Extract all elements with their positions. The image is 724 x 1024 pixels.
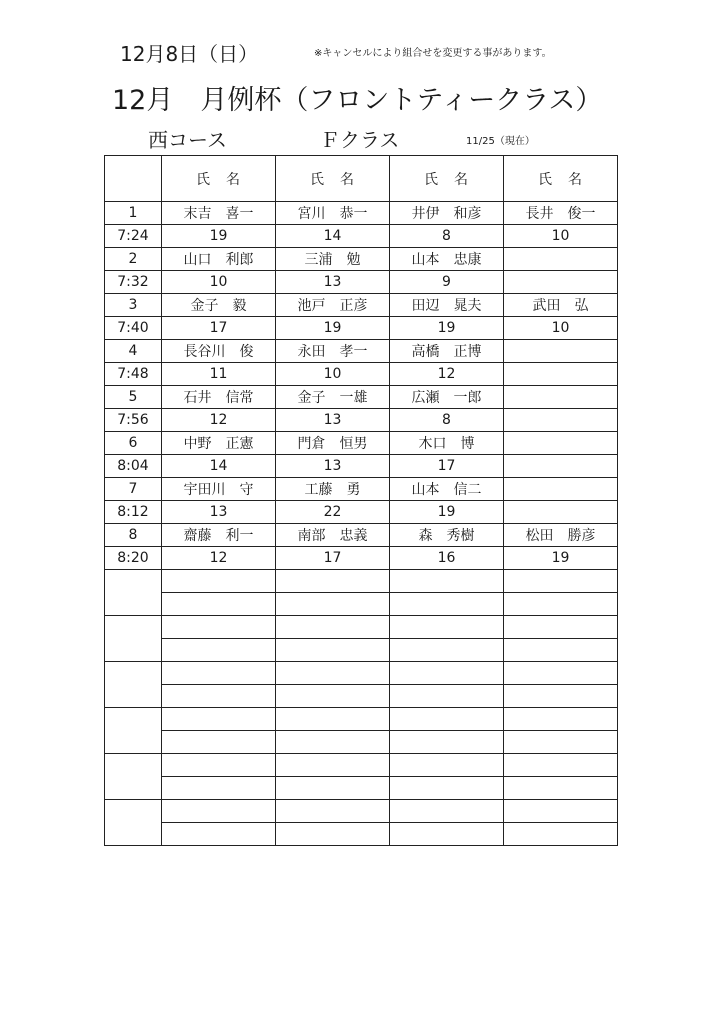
tee-time: 7:32 <box>105 271 162 294</box>
player-handicap: 9 <box>390 271 504 294</box>
tee-time: 8:12 <box>105 501 162 524</box>
group-name-row <box>105 248 618 271</box>
tee-time: 8:20 <box>105 547 162 570</box>
player-handicap: 19 <box>390 501 504 524</box>
empty-cell <box>276 823 390 846</box>
empty-cell <box>504 731 618 754</box>
player-name: 門倉 恒男 <box>276 432 390 455</box>
player-handicap: 19 <box>276 317 390 340</box>
empty-cell <box>276 593 390 616</box>
player-name: 木口 博 <box>390 432 504 455</box>
empty-cell <box>162 639 276 662</box>
group-name-row <box>105 386 618 409</box>
group-handicap-row <box>105 501 618 524</box>
group-name-row <box>105 432 618 455</box>
empty-cell <box>504 639 618 662</box>
group-number: 1 <box>105 202 162 225</box>
empty-row <box>105 685 618 708</box>
empty-cell <box>390 731 504 754</box>
player-handicap: 17 <box>390 455 504 478</box>
empty-row <box>105 754 618 777</box>
empty-cell <box>504 685 618 708</box>
class-name: Ｆクラス <box>320 128 400 152</box>
player-handicap: 12 <box>162 409 276 432</box>
empty-cell <box>504 754 618 777</box>
tee-time: 7:56 <box>105 409 162 432</box>
player-name: 南部 忠義 <box>276 524 390 547</box>
player-handicap: 13 <box>162 501 276 524</box>
player-handicap: 10 <box>276 363 390 386</box>
player-name <box>504 432 618 455</box>
player-name: 田辺 晁夫 <box>390 294 504 317</box>
empty-cell <box>276 616 390 639</box>
empty-cell <box>276 731 390 754</box>
player-handicap: 17 <box>276 547 390 570</box>
empty-cell <box>390 639 504 662</box>
cancellation-note: ※キャンセルにより組合せを変更する事があります。 <box>314 48 552 59</box>
empty-row <box>105 639 618 662</box>
empty-cell <box>504 823 618 846</box>
player-name: 石井 信常 <box>162 386 276 409</box>
group-number: 8 <box>105 524 162 547</box>
player-handicap: 10 <box>504 317 618 340</box>
empty-cell <box>390 685 504 708</box>
empty-cell <box>162 823 276 846</box>
player-name: 金子 毅 <box>162 294 276 317</box>
player-handicap: 19 <box>504 547 618 570</box>
empty-row <box>105 823 618 846</box>
empty-cell <box>504 662 618 685</box>
empty-cell <box>504 593 618 616</box>
empty-cell <box>390 754 504 777</box>
player-handicap: 13 <box>276 409 390 432</box>
group-handicap-row <box>105 271 618 294</box>
tee-time: 7:48 <box>105 363 162 386</box>
empty-cell <box>162 731 276 754</box>
group-number: 6 <box>105 432 162 455</box>
empty-cell <box>162 777 276 800</box>
empty-cell <box>276 639 390 662</box>
tee-time: 7:24 <box>105 225 162 248</box>
player-handicap: 10 <box>162 271 276 294</box>
group-name-row <box>105 478 618 501</box>
player-handicap: 13 <box>276 271 390 294</box>
player-handicap: 14 <box>162 455 276 478</box>
group-number: 5 <box>105 386 162 409</box>
empty-cell <box>162 685 276 708</box>
empty-cell <box>162 662 276 685</box>
player-name: 山口 利郎 <box>162 248 276 271</box>
player-handicap: 22 <box>276 501 390 524</box>
header-row <box>105 156 618 202</box>
empty-row <box>105 593 618 616</box>
group-number: 7 <box>105 478 162 501</box>
empty-cell <box>390 823 504 846</box>
player-handicap: 10 <box>504 225 618 248</box>
group-number: 3 <box>105 294 162 317</box>
course-name: 西コース <box>148 128 227 152</box>
page-title: 12月 月例杯（フロントティークラス） <box>112 85 603 116</box>
player-handicap <box>504 271 618 294</box>
player-name: 中野 正憲 <box>162 432 276 455</box>
empty-cell <box>390 708 504 731</box>
empty-cell <box>504 616 618 639</box>
player-name: 末吉 喜一 <box>162 202 276 225</box>
player-handicap: 8 <box>390 409 504 432</box>
empty-group-cell <box>105 662 162 708</box>
header-cell: 氏 名 <box>390 156 504 202</box>
empty-cell <box>162 616 276 639</box>
empty-cell <box>504 708 618 731</box>
empty-cell <box>390 662 504 685</box>
header-cell <box>105 156 162 202</box>
empty-cell <box>504 800 618 823</box>
player-name: 宮川 恭一 <box>276 202 390 225</box>
group-name-row <box>105 294 618 317</box>
player-name: 松田 勝彦 <box>504 524 618 547</box>
player-name: 井伊 和彦 <box>390 202 504 225</box>
player-handicap: 14 <box>276 225 390 248</box>
player-handicap: 11 <box>162 363 276 386</box>
group-handicap-row <box>105 363 618 386</box>
group-number: 4 <box>105 340 162 363</box>
player-name <box>504 386 618 409</box>
empty-cell <box>162 800 276 823</box>
player-handicap: 17 <box>162 317 276 340</box>
group-name-row <box>105 202 618 225</box>
empty-cell <box>390 570 504 593</box>
player-name: 永田 孝一 <box>276 340 390 363</box>
event-date: 12月8日（日） <box>120 42 259 66</box>
empty-cell <box>276 570 390 593</box>
player-name: 金子 一雄 <box>276 386 390 409</box>
player-name <box>504 248 618 271</box>
player-handicap: 12 <box>162 547 276 570</box>
player-name: 宇田川 守 <box>162 478 276 501</box>
player-name: 広瀬 一郎 <box>390 386 504 409</box>
player-handicap <box>504 455 618 478</box>
empty-group-cell <box>105 800 162 846</box>
empty-group-cell <box>105 708 162 754</box>
empty-cell <box>390 800 504 823</box>
player-name <box>504 478 618 501</box>
empty-cell <box>504 777 618 800</box>
empty-row <box>105 662 618 685</box>
player-name: 長谷川 俊 <box>162 340 276 363</box>
player-name: 三浦 勉 <box>276 248 390 271</box>
empty-row <box>105 777 618 800</box>
player-handicap: 19 <box>390 317 504 340</box>
player-handicap: 19 <box>162 225 276 248</box>
empty-cell <box>276 777 390 800</box>
tee-time: 7:40 <box>105 317 162 340</box>
empty-cell <box>504 570 618 593</box>
empty-cell <box>276 708 390 731</box>
group-handicap-row <box>105 455 618 478</box>
group-number: 2 <box>105 248 162 271</box>
group-handicap-row <box>105 409 618 432</box>
player-handicap <box>504 363 618 386</box>
player-handicap: 16 <box>390 547 504 570</box>
empty-cell <box>162 593 276 616</box>
empty-cell <box>162 570 276 593</box>
empty-cell <box>390 777 504 800</box>
empty-cell <box>276 754 390 777</box>
empty-group-cell <box>105 754 162 800</box>
player-name: 森 秀樹 <box>390 524 504 547</box>
player-handicap: 8 <box>390 225 504 248</box>
group-name-row <box>105 524 618 547</box>
tee-time: 8:04 <box>105 455 162 478</box>
header-cell: 氏 名 <box>276 156 390 202</box>
empty-cell <box>162 754 276 777</box>
empty-row <box>105 731 618 754</box>
header-cell: 氏 名 <box>504 156 618 202</box>
group-name-row <box>105 340 618 363</box>
player-name <box>504 340 618 363</box>
empty-row <box>105 708 618 731</box>
group-handicap-row <box>105 225 618 248</box>
player-handicap <box>504 409 618 432</box>
player-handicap: 13 <box>276 455 390 478</box>
empty-row <box>105 570 618 593</box>
player-name: 高橋 正博 <box>390 340 504 363</box>
empty-group-cell <box>105 616 162 662</box>
player-handicap: 12 <box>390 363 504 386</box>
empty-cell <box>162 708 276 731</box>
empty-cell <box>276 800 390 823</box>
empty-row <box>105 616 618 639</box>
group-handicap-row <box>105 317 618 340</box>
player-name: 工藤 勇 <box>276 478 390 501</box>
empty-cell <box>390 616 504 639</box>
player-name: 齋藤 利一 <box>162 524 276 547</box>
player-name: 長井 俊一 <box>504 202 618 225</box>
empty-cell <box>390 593 504 616</box>
player-name: 池戸 正彦 <box>276 294 390 317</box>
empty-cell <box>276 662 390 685</box>
header-cell: 氏 名 <box>162 156 276 202</box>
group-handicap-row <box>105 547 618 570</box>
player-name: 山本 信二 <box>390 478 504 501</box>
player-handicap <box>504 501 618 524</box>
empty-row <box>105 800 618 823</box>
pairing-table <box>104 155 618 846</box>
as-of-date: 11/25（現在） <box>466 136 535 147</box>
empty-group-cell <box>105 570 162 616</box>
player-name: 武田 弘 <box>504 294 618 317</box>
player-name: 山本 忠康 <box>390 248 504 271</box>
empty-cell <box>276 685 390 708</box>
